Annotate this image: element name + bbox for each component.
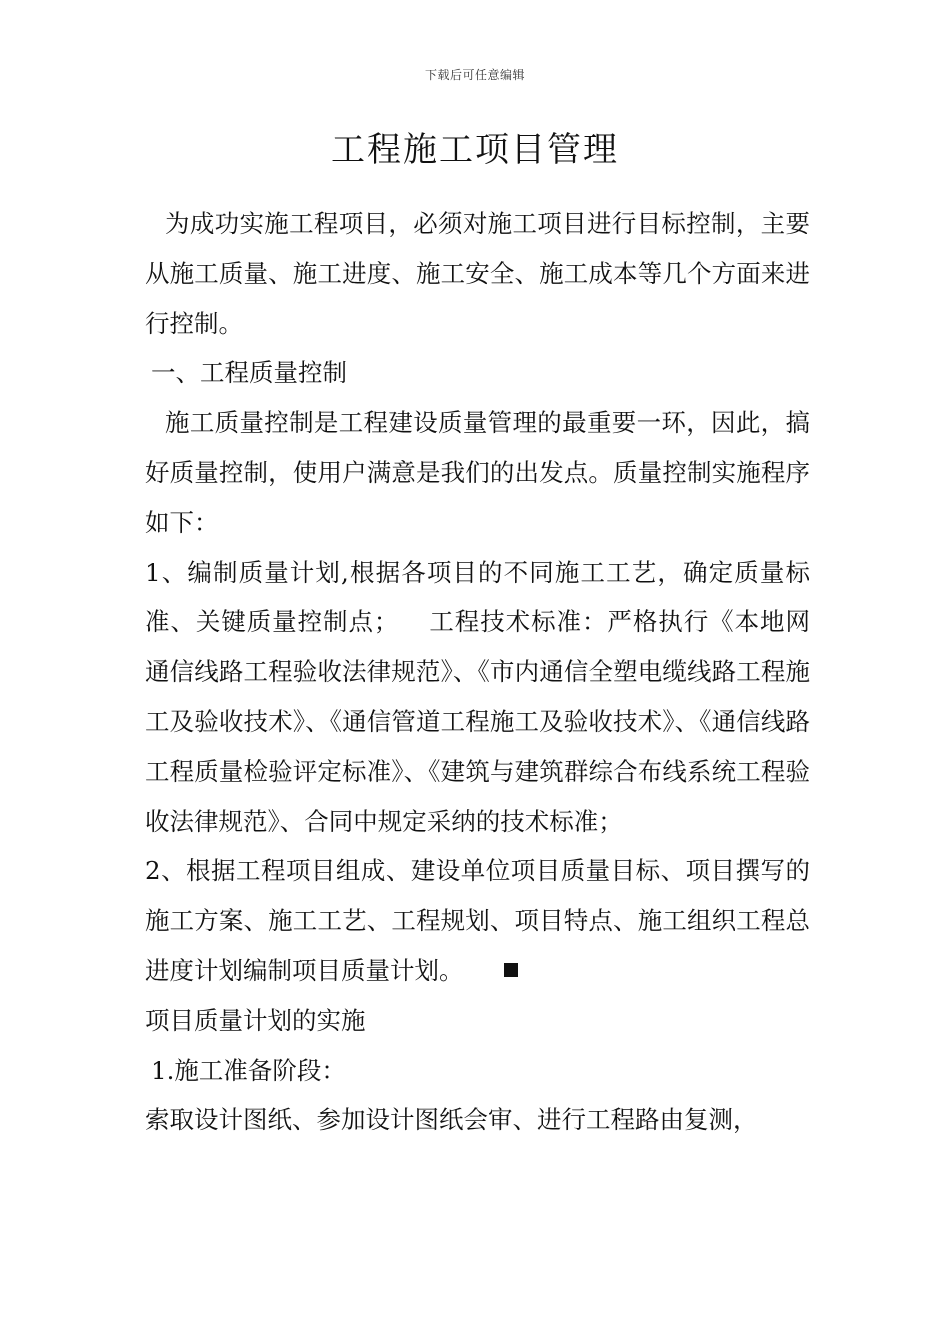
header-note: 下载后可任意编辑	[424, 68, 525, 82]
intro-paragraph: 为成功实施工程项目，必须对施工项目进行目标控制，主要从施工质量、施工进度、施工安全、施工成本等几个方面来进行控制。	[145, 209, 810, 338]
list-item-2-text: 2、根据工程项目组成、建设单位项目质量目标、项目撰写的施工方案、施工工艺、工程规划、项目特点、施工组织工程总进度计划编制项目质量计划。	[145, 856, 810, 985]
list-item-2	[145, 846, 810, 995]
list-item-1-standards: 工程技术标准：严格执行《本地网通信线路工程验收法律规范》、《市内通信全塑电缆线路工程施工及验收技术》、《通信管道工程施工及验收技术》、《通信线路工程质量检验评定标准》、《建筑与建筑群综合布线系统工程验收法律规范》、合同中规定采纳的技术标准；	[145, 607, 810, 836]
document-title: 工程施工项目管理	[331, 130, 619, 170]
stage-1-text: 索取设计图纸、参加设计图纸会审、进行工程路由复测，	[145, 1105, 758, 1135]
subheading-plan-implementation: 项目质量计划的实施	[145, 1005, 366, 1035]
list-item-1-text: 1、编制质量计划,根据各项目的不同施工工艺，确定质量标准、关键质量控制点；	[145, 557, 810, 637]
section-heading-quality: 一、工程质量控制	[151, 358, 347, 388]
quality-intro-paragraph: 施工质量控制是工程建设质量管理的最重要一环，因此，搞好质量控制，使用户满意是我们的出发点。质量控制实施程序如下：	[145, 408, 810, 537]
document-body	[145, 199, 810, 1145]
stage-1-heading: 1.施工准备阶段：	[151, 1055, 346, 1085]
list-item-1	[145, 548, 810, 847]
black-square-icon	[504, 963, 518, 977]
